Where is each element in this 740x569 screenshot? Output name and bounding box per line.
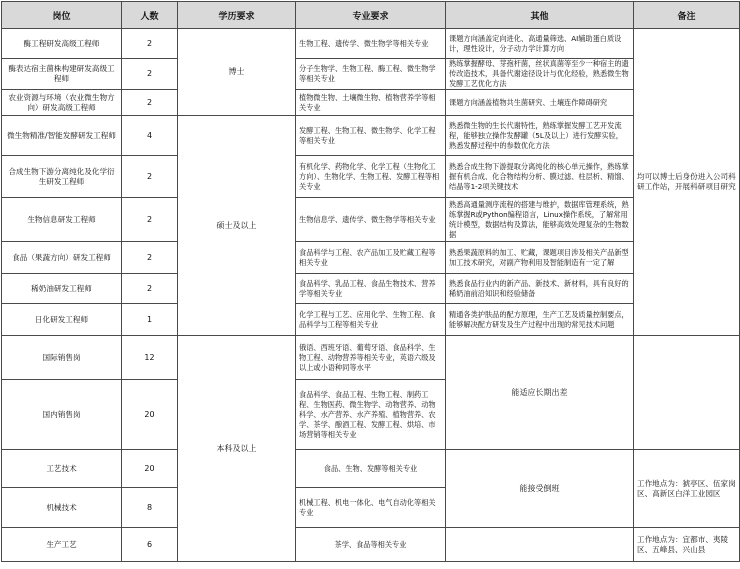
major-cell: 食品科学、食品工程、生物工程、制药工程、生物医药、微生物学、动物营养、动物科学、水产营养、水产养殖、植物营养、农学、茶学、酿酒工程、发酵工程、烘培、市场营销等相关专业 xyxy=(296,380,446,450)
major-cell: 机械工程、机电一体化、电气自动化等相关专业 xyxy=(296,488,446,528)
major-cell: 生物信息学、遗传学、微生物学等相关专业 xyxy=(296,198,446,242)
count-cell: 1 xyxy=(122,304,178,336)
count-cell: 20 xyxy=(122,380,178,450)
table-row xyxy=(2,450,740,488)
education-cell: 博士 xyxy=(178,29,296,116)
table-row xyxy=(2,528,740,562)
header-row xyxy=(2,2,740,29)
position-cell: 国际销售岗 xyxy=(2,336,122,380)
table-row xyxy=(2,242,740,274)
other-cell: 精通各类护肤品的配方原理，生产工艺及质量控制要点，能够解决配方研发及生产过程中出现的常见技术问题 xyxy=(446,304,634,336)
position-cell: 合成生物下游分离纯化及化学衍生研发工程师 xyxy=(2,156,122,198)
major-cell: 分子生物学、生物工程、酶工程、微生物学等相关专业 xyxy=(296,59,446,90)
other-cell: 能适应长期出差 xyxy=(446,336,634,450)
count-cell: 2 xyxy=(122,29,178,59)
other-cell-empty xyxy=(446,528,634,562)
other-cell: 课题方向涵盖植物共生菌研究、土壤连作障碍研究 xyxy=(446,90,634,116)
table-row xyxy=(2,29,740,59)
other-cell: 熟悉食品行业内的新产品、新技术、新材料，具有良好的稀奶油前沿知识和经验储备 xyxy=(446,274,634,304)
count-cell: 6 xyxy=(122,528,178,562)
major-cell: 食品科学与工程、农产品加工及贮藏工程等相关专业 xyxy=(296,242,446,274)
count-cell: 2 xyxy=(122,274,178,304)
count-cell: 8 xyxy=(122,488,178,528)
other-cell: 熟悉微生物的生长代谢特性，熟练掌握发酵工艺开发流程，能够独立操作发酵罐（5L及以上）进行发酵实验，熟悉发酵过程中的参数优化方法 xyxy=(446,116,634,156)
count-cell: 2 xyxy=(122,198,178,242)
position-cell: 稀奶油研发工程师 xyxy=(2,274,122,304)
remark-cell: 工作地点为：宜都市、夷陵区、五峰县、兴山县 xyxy=(634,528,740,562)
header-other: 其他 xyxy=(446,2,634,29)
other-cell: 熟悉果蔬原料的加工、贮藏，课题项目涉及相关产品新型加工技术研究，对副产物利用及智能制造有一定了解 xyxy=(446,242,634,274)
education-cell: 本科及以上 xyxy=(178,336,296,562)
header-major: 专业要求 xyxy=(296,2,446,29)
position-cell: 食品（果蔬方向）研发工程师 xyxy=(2,242,122,274)
table-row xyxy=(2,304,740,336)
header-count: 人数 xyxy=(122,2,178,29)
education-cell: 硕士及以上 xyxy=(178,116,296,336)
table-row xyxy=(2,59,740,90)
table-row xyxy=(2,198,740,242)
position-cell: 机械技术 xyxy=(2,488,122,528)
position-cell: 农业资源与环境（农业微生物方向）研发高级工程师 xyxy=(2,90,122,116)
major-cell: 有机化学、药物化学、化学工程（生物化工方向）、生物化学、生物工程、发酵工程等相关专业 xyxy=(296,156,446,198)
recruitment-table xyxy=(1,1,740,562)
remark-cell-empty xyxy=(634,336,740,450)
count-cell: 2 xyxy=(122,59,178,90)
position-cell: 酶表达宿主菌株构建研发高级工程师 xyxy=(2,59,122,90)
count-cell: 2 xyxy=(122,156,178,198)
major-cell: 化学工程与工艺、应用化学、生物工程、食品科学与工程等相关专业 xyxy=(296,304,446,336)
other-cell: 能接受倒班 xyxy=(446,450,634,528)
table-row xyxy=(2,90,740,116)
position-cell: 国内销售岗 xyxy=(2,380,122,450)
count-cell: 2 xyxy=(122,242,178,274)
position-cell: 生产工艺 xyxy=(2,528,122,562)
remark-cell: 均可以博士后身份进入公司科研工作站，开展科研项目研究 xyxy=(634,29,740,336)
count-cell: 4 xyxy=(122,116,178,156)
count-cell: 2 xyxy=(122,90,178,116)
major-cell: 俄语、西班牙语、葡萄牙语、食品科学、生物工程、动物营养等相关专业，英语六级及以上或小语种同等水平 xyxy=(296,336,446,380)
table-row xyxy=(2,116,740,156)
position-cell: 酶工程研发高级工程师 xyxy=(2,29,122,59)
position-cell: 生物信息研发工程师 xyxy=(2,198,122,242)
remark-cell: 工作地点为：猇亭区、伍家岗区、高新区白洋工业园区 xyxy=(634,450,740,528)
table-row xyxy=(2,336,740,380)
header-remark: 备注 xyxy=(634,2,740,29)
position-cell: 日化研发工程师 xyxy=(2,304,122,336)
table-row xyxy=(2,156,740,198)
position-cell: 微生物精准/智能发酵研发工程师 xyxy=(2,116,122,156)
major-cell: 植物微生物、土壤微生物、植物营养学等相关专业 xyxy=(296,90,446,116)
major-cell: 茶学、食品等相关专业 xyxy=(296,528,446,562)
other-cell: 熟悉高通量测序流程的搭建与维护，数据库管理系统，熟练掌握R或Python编程语言，Linux操作系统，了解常用统计模型，数据结构及算法，能够高效处理复杂的生物数据 xyxy=(446,198,634,242)
header-education: 学历要求 xyxy=(178,2,296,29)
major-cell: 发酵工程、生物工程、微生物学、化学工程等相关专业 xyxy=(296,116,446,156)
count-cell: 12 xyxy=(122,336,178,380)
other-cell: 熟练掌握酵母、芽孢杆菌，丝状真菌等至少一种宿主的遗传改造技术，具备代谢途径设计与优化经验，熟悉微生物发酵工艺优化方法 xyxy=(446,59,634,90)
header-position: 岗位 xyxy=(2,2,122,29)
major-cell: 食品、生物、发酵等相关专业 xyxy=(296,450,446,488)
other-cell: 熟悉合成生物下游提取分离纯化的核心单元操作，熟练掌握有机合成、化合物结构分析、膜过滤、柱层析、精馏、结晶等1-2项关键技术 xyxy=(446,156,634,198)
count-cell: 20 xyxy=(122,450,178,488)
major-cell: 食品科学、乳品工程、食品生物技术、营养学等相关专业 xyxy=(296,274,446,304)
major-cell: 生物工程、遗传学、微生物学等相关专业 xyxy=(296,29,446,59)
table-row xyxy=(2,274,740,304)
position-cell: 工艺技术 xyxy=(2,450,122,488)
other-cell: 课题方向涵盖定向进化、高通量筛选、AI辅助蛋白质设计，理性设计，分子动力学计算方向 xyxy=(446,29,634,59)
